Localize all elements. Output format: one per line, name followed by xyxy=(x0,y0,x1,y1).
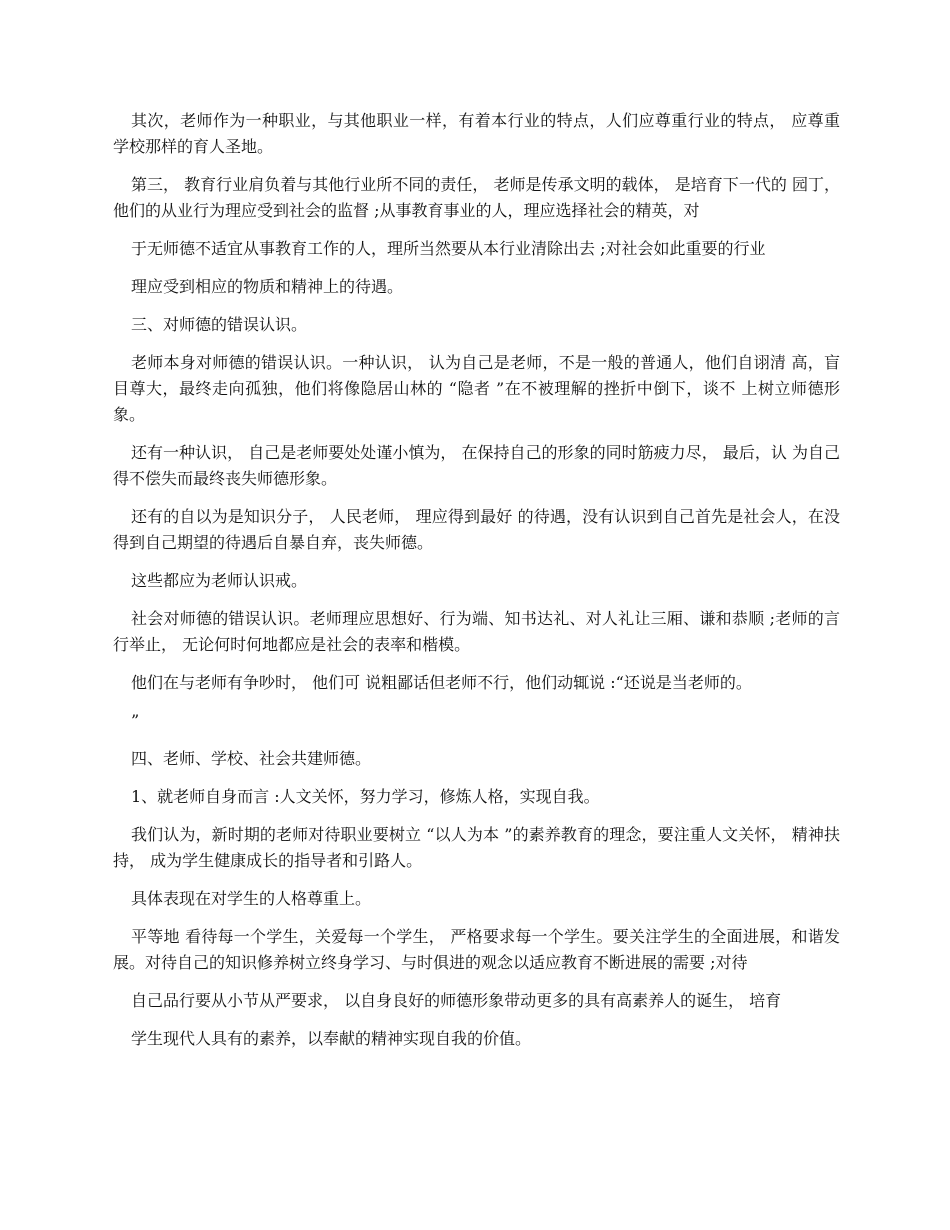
paragraph: 其次，老师作为一种职业，与其他职业一样，有着本行业的特点，人们应尊重行业的特点， 应尊重学校那样的育人圣地。 xyxy=(113,111,840,156)
paragraph: 老师本身对师德的错误认识。一种认识， 认为自己是老师，不是一般的普通人，他们自诩清 高，盲目尊大，最终走向孤独，他们将像隐居山林的 “隐者 ”在不被理解的挫折中倒下，谈不 上树立师德形象。 xyxy=(113,353,840,424)
document-body xyxy=(113,108,840,1064)
paragraph: 学生现代人具有的素养，以奉献的精神实现自我的价值。 xyxy=(131,1029,532,1048)
paragraph: 他们在与老师有争吵时， 他们可 说粗鄙话但老师不行，他们动辄说 :“还说是当老师的。 xyxy=(131,673,752,692)
paragraph: 理应受到相应的物质和精神上的待遇。 xyxy=(131,277,404,296)
paragraph: 社会对师德的错误认识。老师理应思想好、行为端、知书达礼、对人礼让三厢、谦和恭顺 ;老师的言行举止， 无论何时何地都应是社会的表率和楷模。 xyxy=(113,609,840,654)
paragraph: 还有一种认识， 自己是老师要处处谨小慎为， 在保持自己的形象的同时筋疲力尽， 最后，认 为自己得不偿失而最终丧失师德形象。 xyxy=(113,443,840,488)
section-heading: 三、对师德的错误认识。 xyxy=(131,315,308,334)
paragraph: 我们认为，新时期的老师对待职业要树立 “以人为本 ”的素养教育的理念，要注重人文关怀， 精神扶持， 成为学生健康成长的指导者和引路人。 xyxy=(113,825,840,870)
paragraph: 这些都应为老师认识戒。 xyxy=(131,571,308,590)
paragraph: 还有的自以为是知识分子， 人民老师， 理应得到最好 的待遇，没有认识到自己首先是社会人，在没得到自己期望的待遇后自暴自弃，丧失师德。 xyxy=(113,507,840,552)
paragraph: 平等地 看待每一个学生，关爱每一个学生， 严格要求每一个学生。要关注学生的全面进展，和谐发 展。对待自己的知识修养树立终身学习、与时俱进的观念以适应教育不断进展的需要 ;对待 xyxy=(113,927,840,972)
paragraph: 于无师德不适宜从事教育工作的人，理所当然要从本行业清除出去 ;对社会如此重要的行业 xyxy=(131,239,766,258)
paragraph: 第三， 教育行业肩负着与其他行业所不同的责任， 老师是传承文明的载体， 是培育下一代的 园丁，他们的从业行为理应受到社会的监督 ;从事教育事业的人，理应选择社会的精英，对 xyxy=(113,175,840,220)
paragraph: ” xyxy=(131,711,140,730)
section-heading: 四、老师、学校、社会共建师德。 xyxy=(131,749,372,768)
subsection-heading: 1、就老师自身而言 :人文关怀，努力学习，修炼人格，实现自我。 xyxy=(131,787,600,806)
paragraph: 具体表现在对学生的人格尊重上。 xyxy=(131,889,372,908)
paragraph: 自己品行要从小节从严要求， 以自身良好的师德形象带动更多的具有高素养人的诞生， 培育 xyxy=(131,991,782,1010)
